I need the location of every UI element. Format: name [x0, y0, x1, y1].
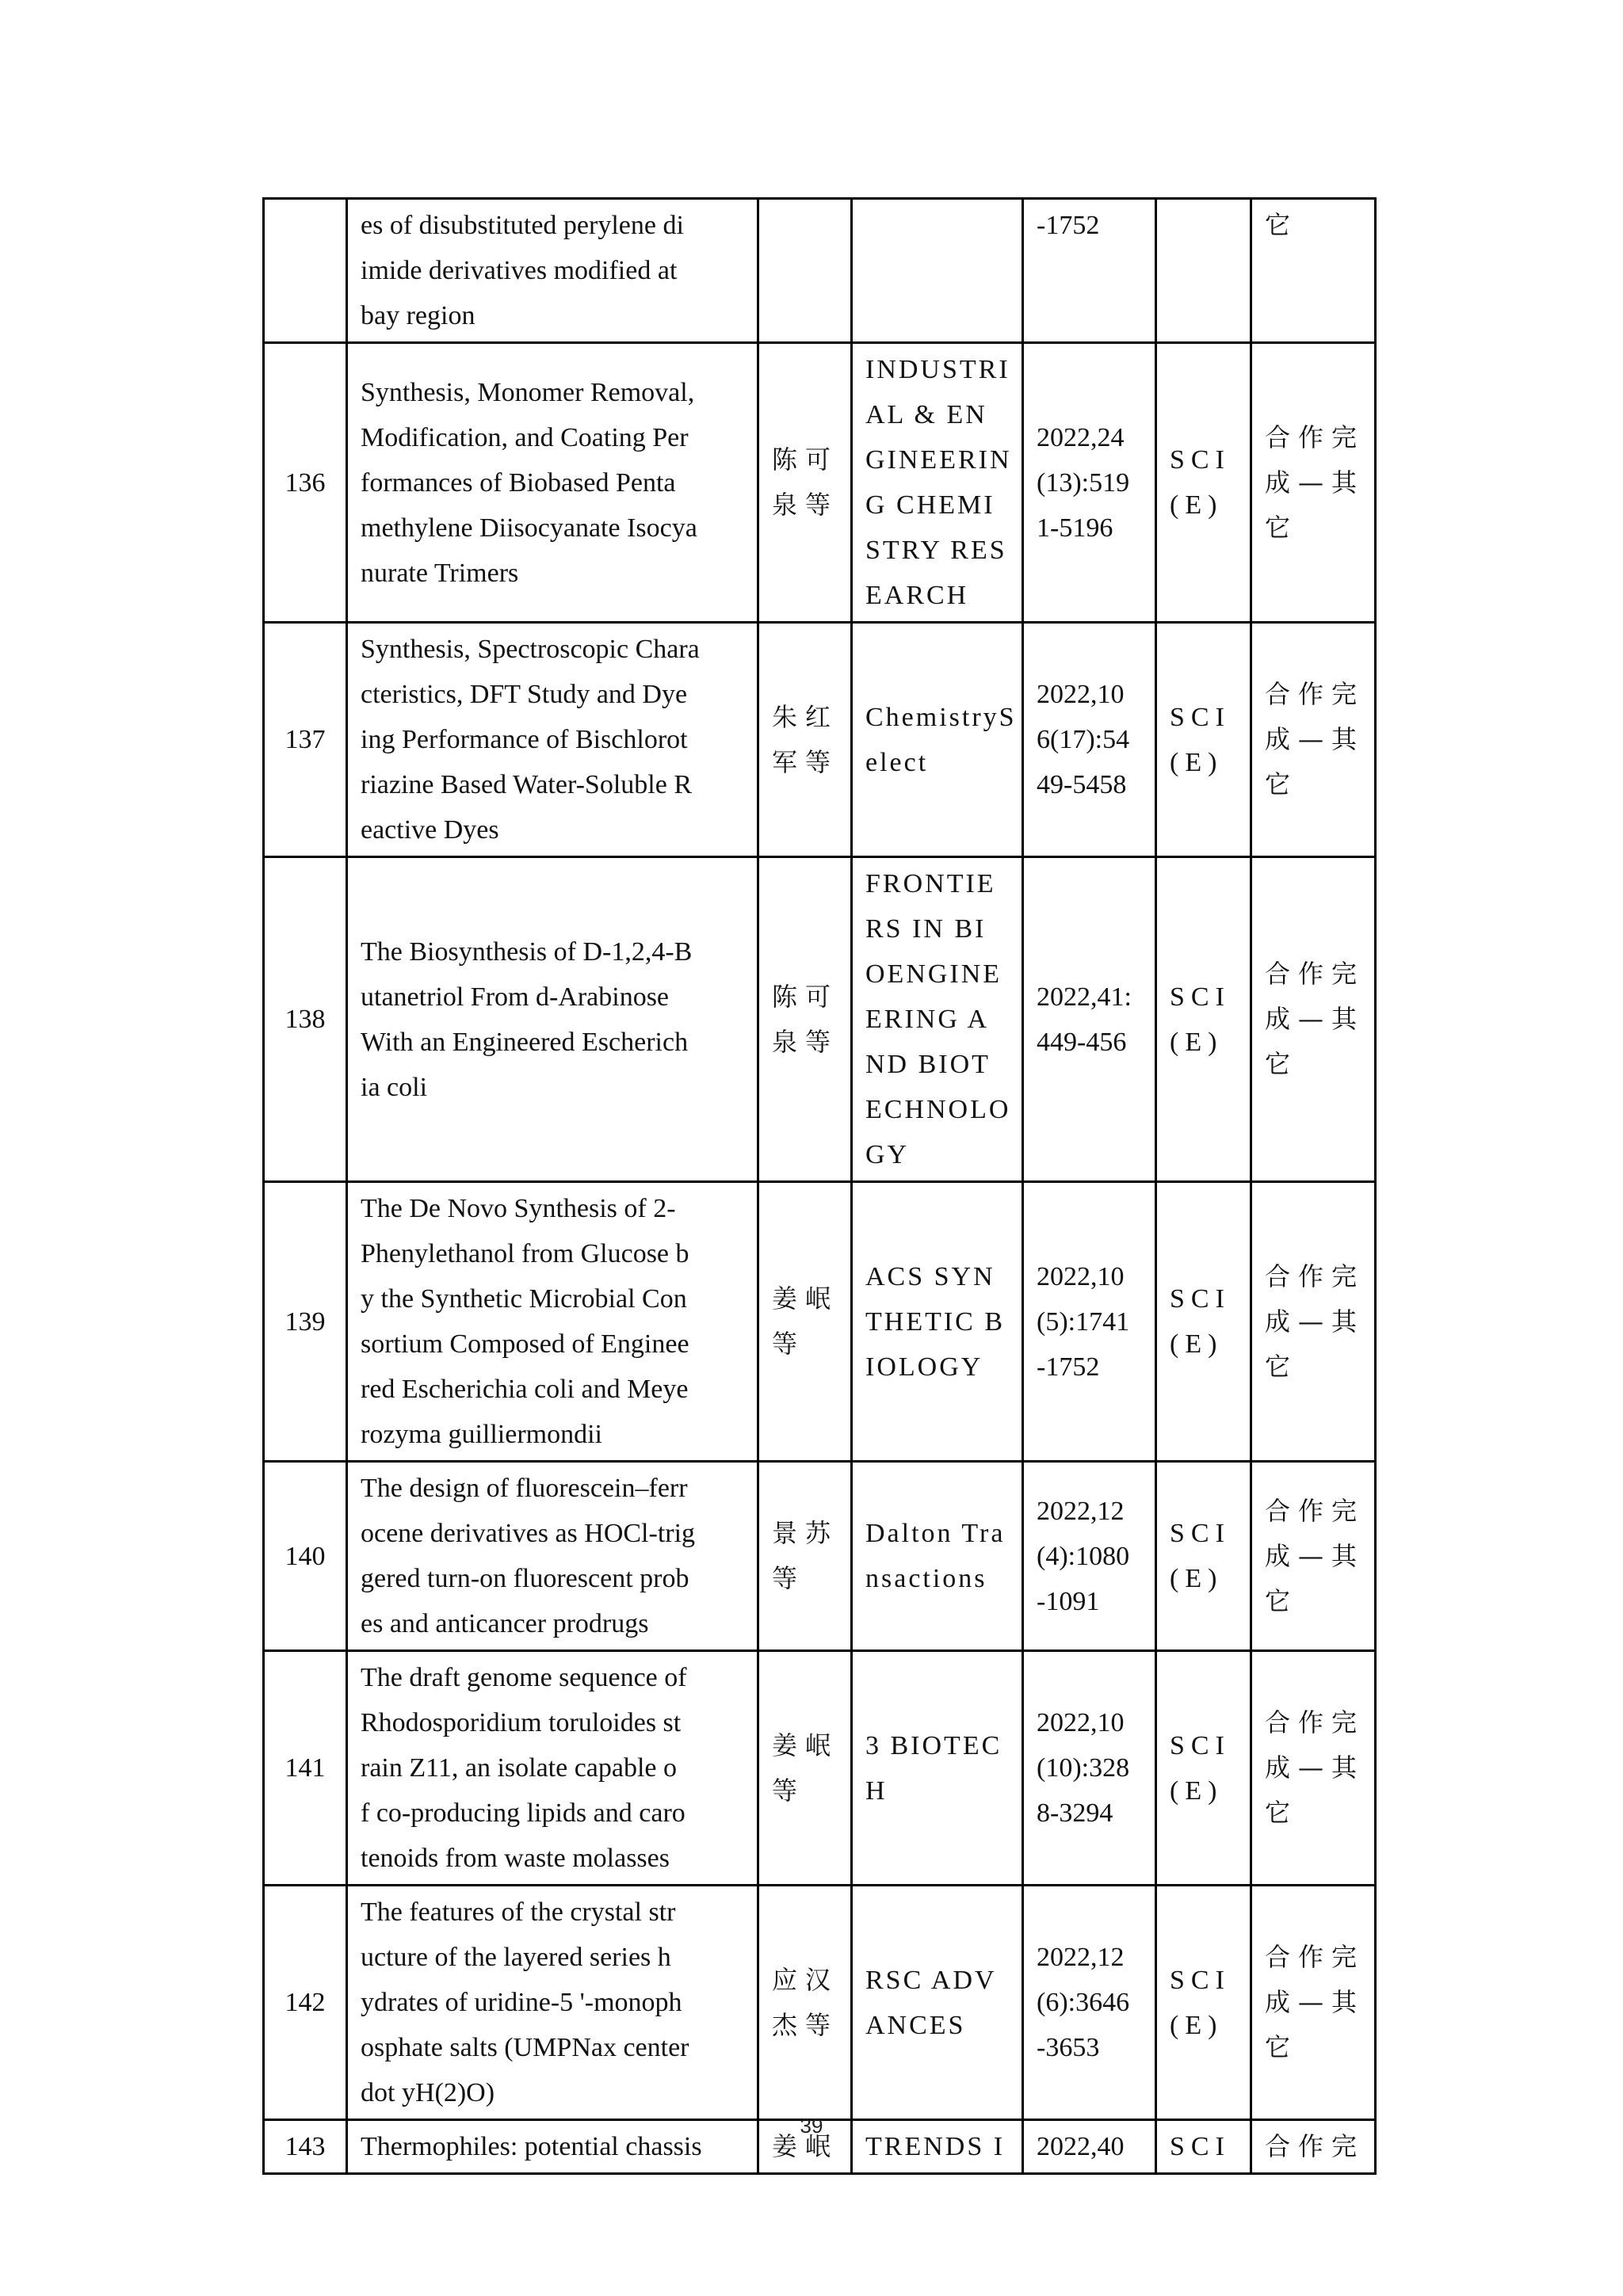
- cell-line: (6):3646: [1037, 1988, 1130, 2017]
- cell-line: 合作完: [1265, 1707, 1365, 1737]
- index-cell: [1156, 199, 1251, 343]
- cell-line: sortium Composed of Enginee: [361, 1329, 689, 1359]
- row-number-cell: [264, 199, 347, 343]
- cell-line: STRY RES: [865, 536, 1007, 565]
- cell-line: 成—其: [1265, 1004, 1365, 1034]
- cell-line: 2022,24: [1037, 422, 1125, 452]
- cell-line: 8-3294: [1037, 1798, 1113, 1828]
- cell-line: -1091: [1037, 1586, 1100, 1616]
- journal-cell: [852, 343, 1023, 623]
- cell-line: bay region: [361, 301, 475, 330]
- completion-type-cell: [1251, 343, 1376, 623]
- achievements-table: [262, 197, 1377, 2175]
- cell-line: SCI: [1170, 982, 1231, 1012]
- table-row: [264, 857, 1376, 1182]
- row-number-cell: 138: [264, 857, 347, 1182]
- completion-type-cell: [1251, 623, 1376, 857]
- author-cell: [758, 1651, 852, 1886]
- cell-line: RSC ADV: [865, 1965, 997, 1995]
- cell-line: ocene derivatives as HOCl-trig: [361, 1519, 696, 1548]
- publication-info-cell: [1023, 857, 1156, 1182]
- journal-cell: [852, 1651, 1023, 1886]
- table-row: [264, 623, 1376, 857]
- cell-line: 合作完: [1265, 1495, 1365, 1526]
- cell-line: INDUSTRI: [865, 355, 1010, 384]
- cell-line: THETIC B: [865, 1306, 1006, 1337]
- cell-line: nurate Trimers: [361, 558, 519, 588]
- cell-line: EARCH: [865, 581, 969, 610]
- cell-line: (E): [1170, 1775, 1224, 1806]
- cell-line: -1752: [1037, 211, 1100, 240]
- cell-line: 它: [1265, 512, 1299, 543]
- cell-line: 成—其: [1265, 1987, 1365, 2017]
- author-cell: [758, 343, 852, 623]
- cell-line: The design of fluorescein–ferr: [361, 1474, 688, 1503]
- row-number-cell: 142: [264, 1886, 347, 2120]
- completion-type-cell: [1251, 1182, 1376, 1462]
- cell-line: 2022,10: [1037, 1261, 1125, 1291]
- cell-line: ACS SYN: [865, 1261, 995, 1291]
- row-number-cell: 140: [264, 1462, 347, 1651]
- author-cell: [758, 857, 852, 1182]
- publication-info-cell: [1023, 1462, 1156, 1651]
- index-cell: [1156, 1886, 1251, 2120]
- author-cell: [758, 623, 852, 857]
- cell-line: (E): [1170, 1564, 1224, 1593]
- cell-line: 它: [1265, 210, 1299, 240]
- row-number-cell: 137: [264, 623, 347, 857]
- cell-line: 杰等: [772, 2009, 839, 2040]
- cell-line: TRENDS I: [865, 2132, 1006, 2161]
- cell-line: 成—其: [1265, 1540, 1365, 1571]
- cell-line: osphate salts (UMPNax center: [361, 2033, 689, 2062]
- journal-cell: [852, 623, 1023, 857]
- cell-line: (4):1080: [1037, 1541, 1130, 1571]
- cell-line: 应汉: [772, 1964, 839, 1995]
- cell-line: 陈可: [772, 444, 839, 475]
- cell-line: formances of Biobased Penta: [361, 467, 676, 498]
- cell-line: 等: [772, 1563, 806, 1593]
- cell-line: -1752: [1037, 1352, 1100, 1382]
- cell-line: The Biosynthesis of D-1,2,4-B: [361, 936, 693, 967]
- table-row: [264, 343, 1376, 623]
- author-cell: [758, 1182, 852, 1462]
- cell-line: 合作完: [1265, 1261, 1365, 1291]
- completion-type-cell: [1251, 1651, 1376, 1886]
- row-number-cell: 136: [264, 343, 347, 623]
- cell-line: 成—其: [1265, 1306, 1365, 1337]
- cell-line: Dalton Tra: [865, 1519, 1006, 1548]
- cell-line: 泉等: [772, 490, 839, 520]
- journal-cell: [852, 1886, 1023, 2120]
- journal-cell: [852, 199, 1023, 343]
- cell-line: SCI: [1170, 702, 1231, 732]
- table-row: [264, 1886, 1376, 2120]
- cell-line: 2022,12: [1037, 1943, 1125, 1972]
- cell-line: SCI: [1170, 1730, 1231, 1760]
- cell-line: es of disubstituted perylene di: [361, 211, 684, 240]
- cell-line: ucture of the layered series h: [361, 1943, 671, 1972]
- author-cell: [758, 199, 852, 343]
- row-number-cell: 139: [264, 1182, 347, 1462]
- cell-line: 2022,41:: [1037, 982, 1132, 1012]
- cell-line: SCI: [1170, 445, 1231, 475]
- completion-type-cell: [1251, 1462, 1376, 1651]
- cell-line: ERING A: [865, 1005, 990, 1034]
- cell-line: rozyma guilliermondii: [361, 1420, 602, 1449]
- cell-line: 它: [1265, 1049, 1299, 1079]
- cell-line: es and anticancer prodrugs: [361, 1609, 649, 1638]
- cell-line: 姜岷: [772, 1730, 839, 1760]
- cell-line: 1-5196: [1037, 513, 1113, 543]
- cell-line: IOLOGY: [865, 1352, 983, 1382]
- cell-line: Rhodosporidium toruloides st: [361, 1708, 682, 1737]
- cell-line: 2022,10: [1037, 680, 1125, 709]
- journal-cell: [852, 1182, 1023, 1462]
- cell-line: 合作完: [1265, 959, 1365, 989]
- journal-cell: [852, 1462, 1023, 1651]
- table-row: [264, 1462, 1376, 1651]
- cell-line: SCI: [1170, 1284, 1231, 1314]
- cell-line: 姜岷: [772, 2131, 839, 2161]
- paper-title-cell: [347, 199, 758, 343]
- journal-cell: [852, 857, 1023, 1182]
- table-row: [264, 1651, 1376, 1886]
- publication-info-cell: [1023, 1886, 1156, 2120]
- cell-line: With an Engineered Escherich: [361, 1027, 689, 1057]
- paper-title-cell: [347, 1886, 758, 2120]
- cell-line: 49-5458: [1037, 770, 1127, 799]
- publication-info-cell: [1023, 199, 1156, 343]
- cell-line: 合作完: [1265, 1942, 1365, 1972]
- cell-line: y the Synthetic Microbial Con: [361, 1284, 687, 1314]
- cell-line: (E): [1170, 747, 1224, 777]
- cell-line: cteristics, DFT Study and Dye: [361, 680, 688, 709]
- cell-line: 449-456: [1037, 1027, 1127, 1057]
- cell-line: (E): [1170, 490, 1224, 520]
- paper-title-cell: [347, 1182, 758, 1462]
- cell-line: gered turn-on fluorescent prob: [361, 1564, 689, 1593]
- cell-line: (5):1741: [1037, 1306, 1130, 1337]
- cell-line: AL & EN: [865, 400, 987, 429]
- cell-line: (E): [1170, 2010, 1224, 2040]
- cell-line: (E): [1170, 1329, 1224, 1359]
- author-cell: [758, 1886, 852, 2120]
- cell-line: dot yH(2)O): [361, 2078, 495, 2107]
- cell-line: 成—其: [1265, 724, 1365, 754]
- cell-line: -3653: [1037, 2033, 1100, 2062]
- cell-line: ECHNOLO: [865, 1095, 1011, 1124]
- cell-line: 它: [1265, 1585, 1299, 1616]
- index-cell: [1156, 1462, 1251, 1651]
- cell-line: riazine Based Water-Soluble R: [361, 770, 692, 799]
- cell-line: The draft genome sequence of: [361, 1663, 687, 1692]
- cell-line: 2022,12: [1037, 1496, 1125, 1526]
- cell-line: 它: [1265, 769, 1299, 799]
- cell-line: SCI: [1170, 1965, 1231, 1995]
- publication-info-cell: [1023, 1651, 1156, 1886]
- paper-title-cell: [347, 343, 758, 623]
- row-number-cell: 143: [264, 2120, 347, 2174]
- cell-line: 合作完: [1265, 2131, 1365, 2161]
- cell-line: 合作完: [1265, 421, 1365, 452]
- completion-type-cell: [1251, 857, 1376, 1182]
- cell-line: 朱红: [772, 701, 839, 732]
- index-cell: [1156, 857, 1251, 1182]
- cell-line: eactive Dyes: [361, 815, 499, 845]
- publication-info-cell: [1023, 623, 1156, 857]
- cell-line: (10):328: [1037, 1753, 1130, 1783]
- cell-line: elect: [865, 747, 929, 777]
- cell-line: G CHEMI: [865, 490, 995, 520]
- cell-line: 姜岷: [772, 1283, 839, 1314]
- cell-line: 它: [1265, 1351, 1299, 1382]
- cell-line: 2022,40: [1037, 2132, 1125, 2161]
- cell-line: ydrates of uridine-5 '-monoph: [361, 1988, 682, 2017]
- paper-title-cell: [347, 623, 758, 857]
- cell-line: 泉等: [772, 1026, 839, 1057]
- table-row: [264, 1182, 1376, 1462]
- cell-line: (13):519: [1037, 467, 1130, 498]
- cell-line: ChemistryS: [865, 702, 1017, 732]
- cell-line: 景苏: [772, 1518, 839, 1548]
- cell-line: H: [865, 1775, 888, 1806]
- cell-line: ing Performance of Bischlorot: [361, 725, 688, 754]
- paper-title-cell: [347, 1651, 758, 1886]
- cell-line: Synthesis, Monomer Removal,: [361, 377, 695, 407]
- cell-line: 等: [772, 1775, 806, 1806]
- page-number: 39: [800, 2114, 823, 2138]
- cell-line: utanetriol From d-Arabinose: [361, 982, 670, 1012]
- cell-line: 陈可: [772, 981, 839, 1012]
- row-number-cell: 141: [264, 1651, 347, 1886]
- index-cell: [1156, 1182, 1251, 1462]
- cell-line: Modification, and Coating Per: [361, 422, 689, 452]
- cell-line: Phenylethanol from Glucose b: [361, 1239, 689, 1268]
- author-cell: [758, 1462, 852, 1651]
- cell-line: f co-producing lipids and caro: [361, 1798, 685, 1828]
- cell-line: GINEERIN: [865, 445, 1012, 475]
- paper-title-cell: [347, 1462, 758, 1651]
- cell-line: ia coli: [361, 1072, 428, 1102]
- cell-line: GY: [865, 1140, 910, 1169]
- index-cell: [1156, 1651, 1251, 1886]
- cell-line: methylene Diisocyanate Isocya: [361, 513, 697, 543]
- cell-line: RS IN BI: [865, 914, 987, 944]
- cell-line: imide derivatives modified at: [361, 256, 678, 285]
- cell-line: rain Z11, an isolate capable o: [361, 1753, 678, 1783]
- cell-line: red Escherichia coli and Meye: [361, 1375, 689, 1404]
- index-cell: [1156, 623, 1251, 857]
- cell-line: SCI: [1170, 1519, 1231, 1548]
- cell-line: 成—其: [1265, 467, 1365, 498]
- cell-line: 6(17):54: [1037, 725, 1130, 754]
- cell-line: Synthesis, Spectroscopic Chara: [361, 635, 700, 664]
- completion-type-cell: [1251, 199, 1376, 343]
- publication-info-cell: [1023, 1182, 1156, 1462]
- index-cell: [1156, 343, 1251, 623]
- cell-line: (E): [1170, 1027, 1224, 1057]
- cell-line: FRONTIE: [865, 869, 996, 898]
- cell-line: 军等: [772, 746, 839, 777]
- cell-line: ND BIOT: [865, 1050, 991, 1079]
- cell-line: 等: [772, 1329, 806, 1359]
- cell-line: nsactions: [865, 1564, 987, 1593]
- cell-line: The De Novo Synthesis of 2-: [361, 1194, 676, 1223]
- cell-line: ANCES: [865, 2010, 966, 2040]
- cell-line: 合作完: [1265, 679, 1365, 709]
- cell-line: 它: [1265, 2032, 1299, 2062]
- cell-line: OENGINE: [865, 959, 1002, 989]
- paper-title-cell: [347, 857, 758, 1182]
- cell-line: tenoids from waste molasses: [361, 1844, 670, 1873]
- cell-line: Thermophiles: potential chassis: [361, 2132, 702, 2161]
- cell-line: 3 BIOTEC: [865, 1730, 1002, 1760]
- completion-type-cell: [1251, 1886, 1376, 2120]
- table-row: [264, 199, 1376, 343]
- cell-line: The features of the crystal str: [361, 1897, 676, 1927]
- cell-line: 它: [1265, 1798, 1299, 1828]
- cell-line: SCI: [1170, 2132, 1231, 2161]
- publication-info-cell: [1023, 343, 1156, 623]
- cell-line: 成—其: [1265, 1753, 1365, 1783]
- cell-line: 2022,10: [1037, 1708, 1125, 1737]
